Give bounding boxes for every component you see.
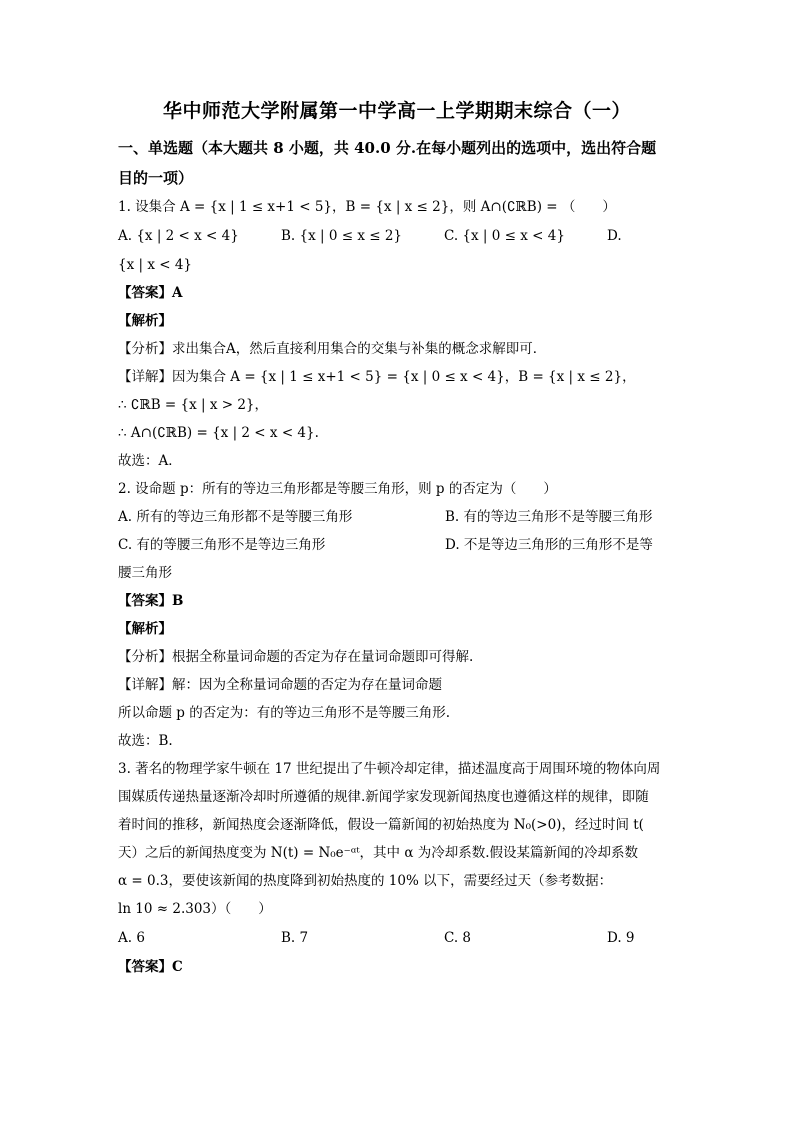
q3-answer: 【答案】C	[118, 959, 183, 975]
q1-stem: 1. 设集合 A = {x | 1 ≤ x+1 < 5}，B = {x | x ≤ 2}，则 A∩(∁ℝB) = （ ）	[118, 199, 616, 215]
q3-line-1: 3. 著名的物理学家牛顿在 17 世纪提出了牛顿冷却定律，描述温度高于周围环境的物体向周	[118, 761, 661, 777]
q1-step1: ∴ ∁ℝB = {x | x > 2}，	[118, 397, 269, 413]
document-title: 华中师范大学附属第一中学高一上学期期末综合（一）	[162, 100, 631, 122]
q3-option-d: D. 9	[607, 930, 635, 946]
q1-detail: 【详解】因为集合 A = {x | 1 ≤ x+1 < 5} = {x | 0 ≤ x < 4}，B = {x | x ≤ 2}，	[118, 369, 636, 385]
q1-option-c: C. {x | 0 ≤ x < 4}	[444, 228, 565, 244]
q2-option-b: B. 有的等边三角形不是等腰三角形	[445, 509, 653, 525]
section-heading: 一、单选题（本大题共 8 小题，共 40.0 分.在每小题列出的选项中，选出符合题	[118, 139, 657, 157]
q2-analysis-label: 【解析】	[118, 621, 172, 637]
q1-fenxi: 【分析】求出集合A，然后直接利用集合的交集与补集的概念求解即可．	[118, 341, 547, 357]
q2-stem: 2. 设命题 p：所有的等边三角形都是等腰三角形，则 p 的否定为（ ）	[118, 481, 557, 497]
q2-options-row2	[118, 531, 676, 559]
q2-option-a: A. 所有的等边三角形都不是等腰三角形	[118, 509, 353, 525]
q2-options-row1	[118, 503, 676, 531]
q2-option-d-cont: 腰三角形	[118, 565, 172, 581]
q1-option-a: A. {x | 2 < x < 4}	[118, 228, 239, 244]
q3-option-a: A. 6	[118, 930, 145, 946]
q2-conclusion: 故选：B.	[118, 733, 173, 749]
q3-option-b: B. 7	[281, 930, 309, 946]
q3-line-3: 着时间的推移，新闻热度会逐渐降低，假设一篇新闻的初始热度为 N₀(>0)，经过时间 t(	[118, 817, 644, 833]
q3-line-2: 围媒质传递热量逐渐冷却时所遵循的规律.新闻学家发现新闻热度也遵循这样的规律，即随	[118, 789, 649, 805]
q2-fenxi: 【分析】根据全称量词命题的否定为存在量词命题即可得解.	[118, 649, 474, 665]
q2-answer: 【答案】B	[118, 593, 184, 609]
q3-option-c: C. 8	[444, 930, 472, 946]
q2-option-d: D. 不是等边三角形的三角形不是等	[445, 537, 653, 553]
q2-step1: 所以命题 p 的否定为：有的等边三角形不是等腰三角形.	[118, 705, 451, 721]
q1-options	[118, 221, 676, 251]
q3-options	[118, 923, 676, 953]
q3-line-6: ln 10 ≈ 2.303）（ ）	[118, 901, 272, 917]
q3-line-5: α = 0.3，要使该新闻的热度降到初始热度的 10% 以下，需要经过天（参考数据：	[118, 873, 613, 889]
section-heading-cont: 目的一项）	[118, 169, 194, 187]
q2-option-c: C. 有的等腰三角形不是等边三角形	[118, 537, 326, 553]
q1-option-d-cont: {x | x < 4}	[118, 257, 193, 273]
q1-option-b: B. {x | 0 ≤ x ≤ 2}	[281, 228, 403, 244]
q1-analysis-label: 【解析】	[118, 313, 172, 329]
q1-answer: 【答案】A	[118, 285, 183, 301]
q2-detail: 【详解】解：因为全称量词命题的否定为存在量词命题	[118, 677, 442, 693]
q1-step2: ∴ A∩(∁ℝB) = {x | 2 < x < 4}.	[118, 425, 319, 441]
q1-option-d: D.	[607, 228, 622, 244]
q3-line-4: 天）之后的新闻热度变为 N(t) = N₀e⁻ᵅᵗ，其中 α 为冷却系数.假设某篇新闻的冷却系数	[118, 845, 639, 861]
q1-conclusion: 故选：A．	[118, 453, 182, 469]
